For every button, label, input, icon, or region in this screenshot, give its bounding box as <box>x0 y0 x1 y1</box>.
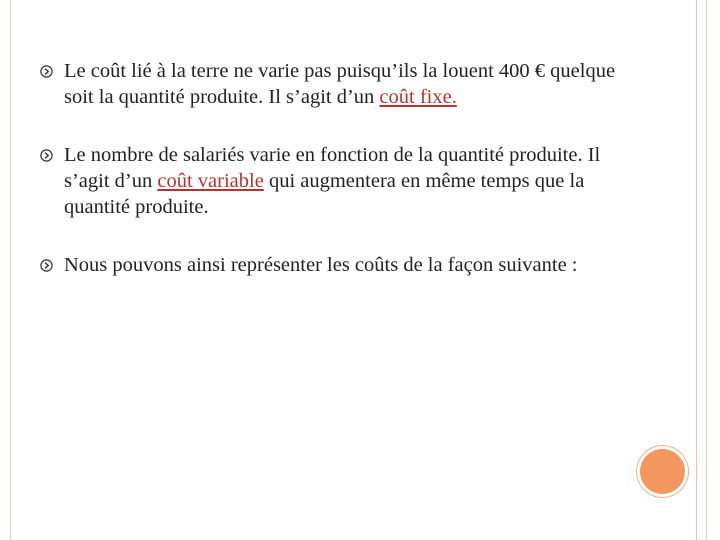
highlight-term-fixed-cost: coût fixe. <box>379 86 457 108</box>
bullet-arrow-icon <box>40 65 53 78</box>
decorative-circle <box>640 449 685 494</box>
slide-body <box>40 58 620 278</box>
bullet-item-variable-cost <box>40 142 620 220</box>
frame-line-left <box>10 0 11 540</box>
highlight-term-variable-cost: coût variable <box>157 170 264 192</box>
bullet-text: Nous pouvons ainsi représenter les coûts de la façon suivante : <box>64 254 578 276</box>
bullet-item-representation <box>40 252 620 278</box>
bullet-text: Le nombre de salariés varie en fonction de la quantité produite. Il s’agit d’un <box>64 144 601 192</box>
frame-line-right-outer <box>706 0 707 540</box>
bullet-arrow-icon <box>40 149 53 162</box>
bullet-arrow-icon <box>40 259 53 272</box>
frame-line-right-inner <box>696 0 697 540</box>
bullet-text-tail: qui augmentera en même temps que la quantité produite. <box>64 170 585 218</box>
bullet-text: Le coût lié à la terre ne varie pas puisqu’ils la louent 400 € quelque soit la quantité produite. Il s’agit d’un <box>64 60 616 108</box>
bullet-item-fixed-cost <box>40 58 620 110</box>
